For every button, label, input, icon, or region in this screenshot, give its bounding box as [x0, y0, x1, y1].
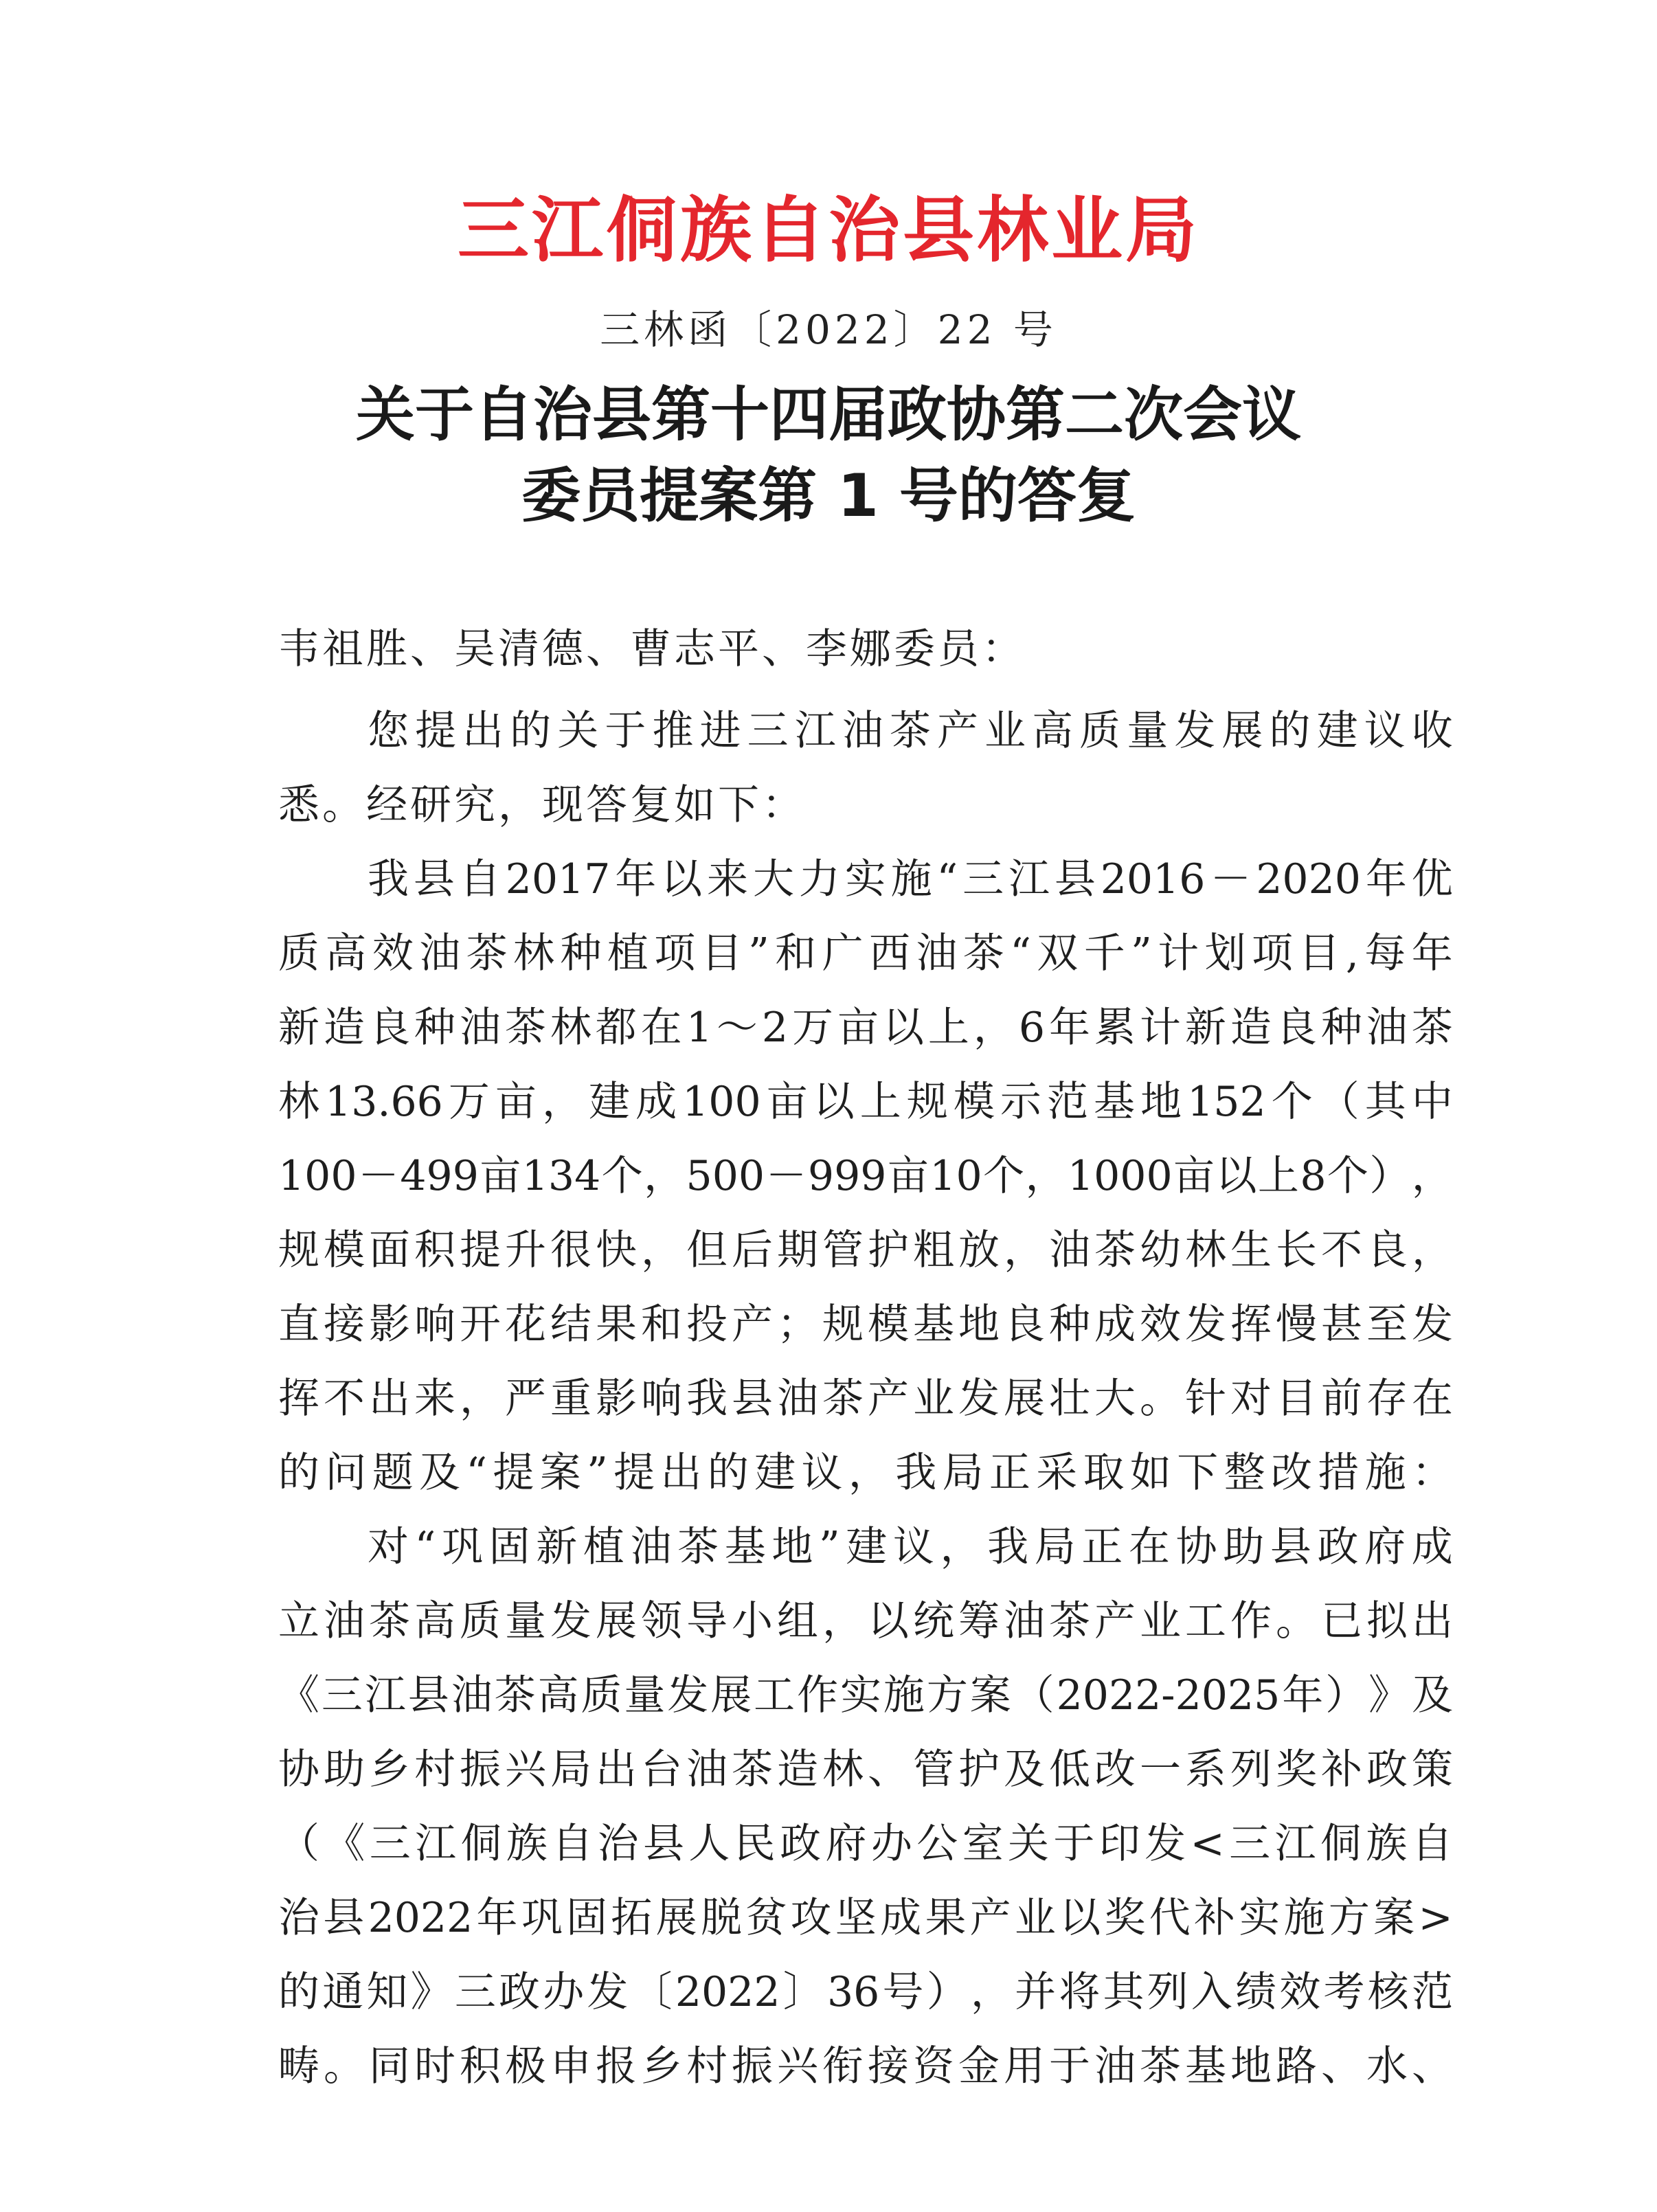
body-line: 立 油 茶 高 质 量 发 展 领 导 小 组 ， 以 统 筹 油 茶 产 业 工 作 。 已 拟 出 — [278, 1597, 1453, 1645]
body-line: （ 《 三 江 侗 族 自 治 县 人 民 政 府 办 公 室 关 于 印 发 < 三 江 侗 族 自 — [278, 1820, 1453, 1868]
body-text — [278, 694, 1453, 2103]
body-line: 畴 。 同 时 积 极 申 报 乡 村 振 兴 衔 接 资 金 用 于 油 茶 基 地 路 、 水 、 — [278, 2042, 1453, 2090]
body-line: 新 造 良 种 油 茶 林 都 在 1 ～ 2 万 亩 以 上 ， 6 年 累 计 新 造 良 种 油 茶 — [278, 1004, 1453, 1052]
body-line: 规 模 面 积 提 升 很 快 ， 但 后 期 管 护 粗 放 ， 油 茶 幼 林 生 长 不 良 ， — [278, 1226, 1453, 1274]
body-line: 协 助 乡 村 振 兴 局 出 台 油 茶 造 林 、 管 护 及 低 改 一 系 列 奖 补 政 策 — [278, 1746, 1453, 1794]
document-title-line-1: 关于自治县第十四届政协第二次会议 — [356, 381, 1301, 449]
body-line: 悉。经研究，现答复如下： — [278, 781, 806, 829]
body-line: 治 县 2022 年 巩 固 拓 展 脱 贫 攻 坚 成 果 产 业 以 奖 代 补 实 施 方 案 > — [278, 1894, 1453, 1942]
body-line: 100 － 499 亩 134 个 ， 500 － 999 亩 10 个 ， 1000 亩 以 上 8 个 ） ， — [278, 1152, 1453, 1200]
body-line: 对 “ 巩 固 新 植 油 茶 基 地 ” 建 议 ， 我 局 正 在 协 助 县 政 府 成 — [368, 1523, 1453, 1571]
body-line: 林 13.66 万 亩 ， 建 成 100 亩 以 上 规 模 示 范 基 地 152 个 （ 其 中 — [278, 1078, 1453, 1126]
document-title — [0, 374, 1657, 537]
body-line: 《 三 江 县 油 茶 高 质 量 发 展 工 作 实 施 方 案 （ 2022-2025 年 ） 》 及 — [278, 1671, 1453, 1719]
body-line: 的 问 题 及 “ 提 案 ” 提 出 的 建 议 ， 我 局 正 采 取 如 下 整 改 措 施 ： — [278, 1449, 1453, 1497]
body-line: 您 提 出 的 关 于 推 进 三 江 油 茶 产 业 高 质 量 发 展 的 建 议 收 — [368, 707, 1453, 755]
body-line: 我 县 自 2017 年 以 来 大 力 实 施 “ 三 江 县 2016 － 2020 年 优 — [368, 855, 1453, 903]
letterhead-org-name: 三江侗族自治县林业局 — [457, 188, 1199, 272]
body-line: 的 通 知 》 三 政 办 发 〔 2022 〕 36 号 ） ， 并 将 其 列 入 绩 效 考 核 范 — [278, 1968, 1453, 2016]
body-line: 直 接 影 响 开 花 结 果 和 投 产 ； 规 模 基 地 良 种 成 效 发 挥 慢 甚 至 发 — [278, 1300, 1453, 1348]
body-line: 挥 不 出 来 ， 严 重 影 响 我 县 油 茶 产 业 发 展 壮 大 。 针 对 目 前 存 在 — [278, 1375, 1453, 1423]
document-title-line-2: 委员提案第 1 号的答复 — [521, 462, 1136, 530]
document-number: 三林函〔2022〕22 号 — [600, 306, 1057, 353]
body-line: 质 高 效 油 茶 林 种 植 项 目 ” 和 广 西 油 茶 “ 双 千 ” 计 划 项 目 , 每 年 — [278, 929, 1453, 978]
salutation: 韦祖胜、吴清德、曹志平、李娜委员： — [278, 625, 1026, 673]
